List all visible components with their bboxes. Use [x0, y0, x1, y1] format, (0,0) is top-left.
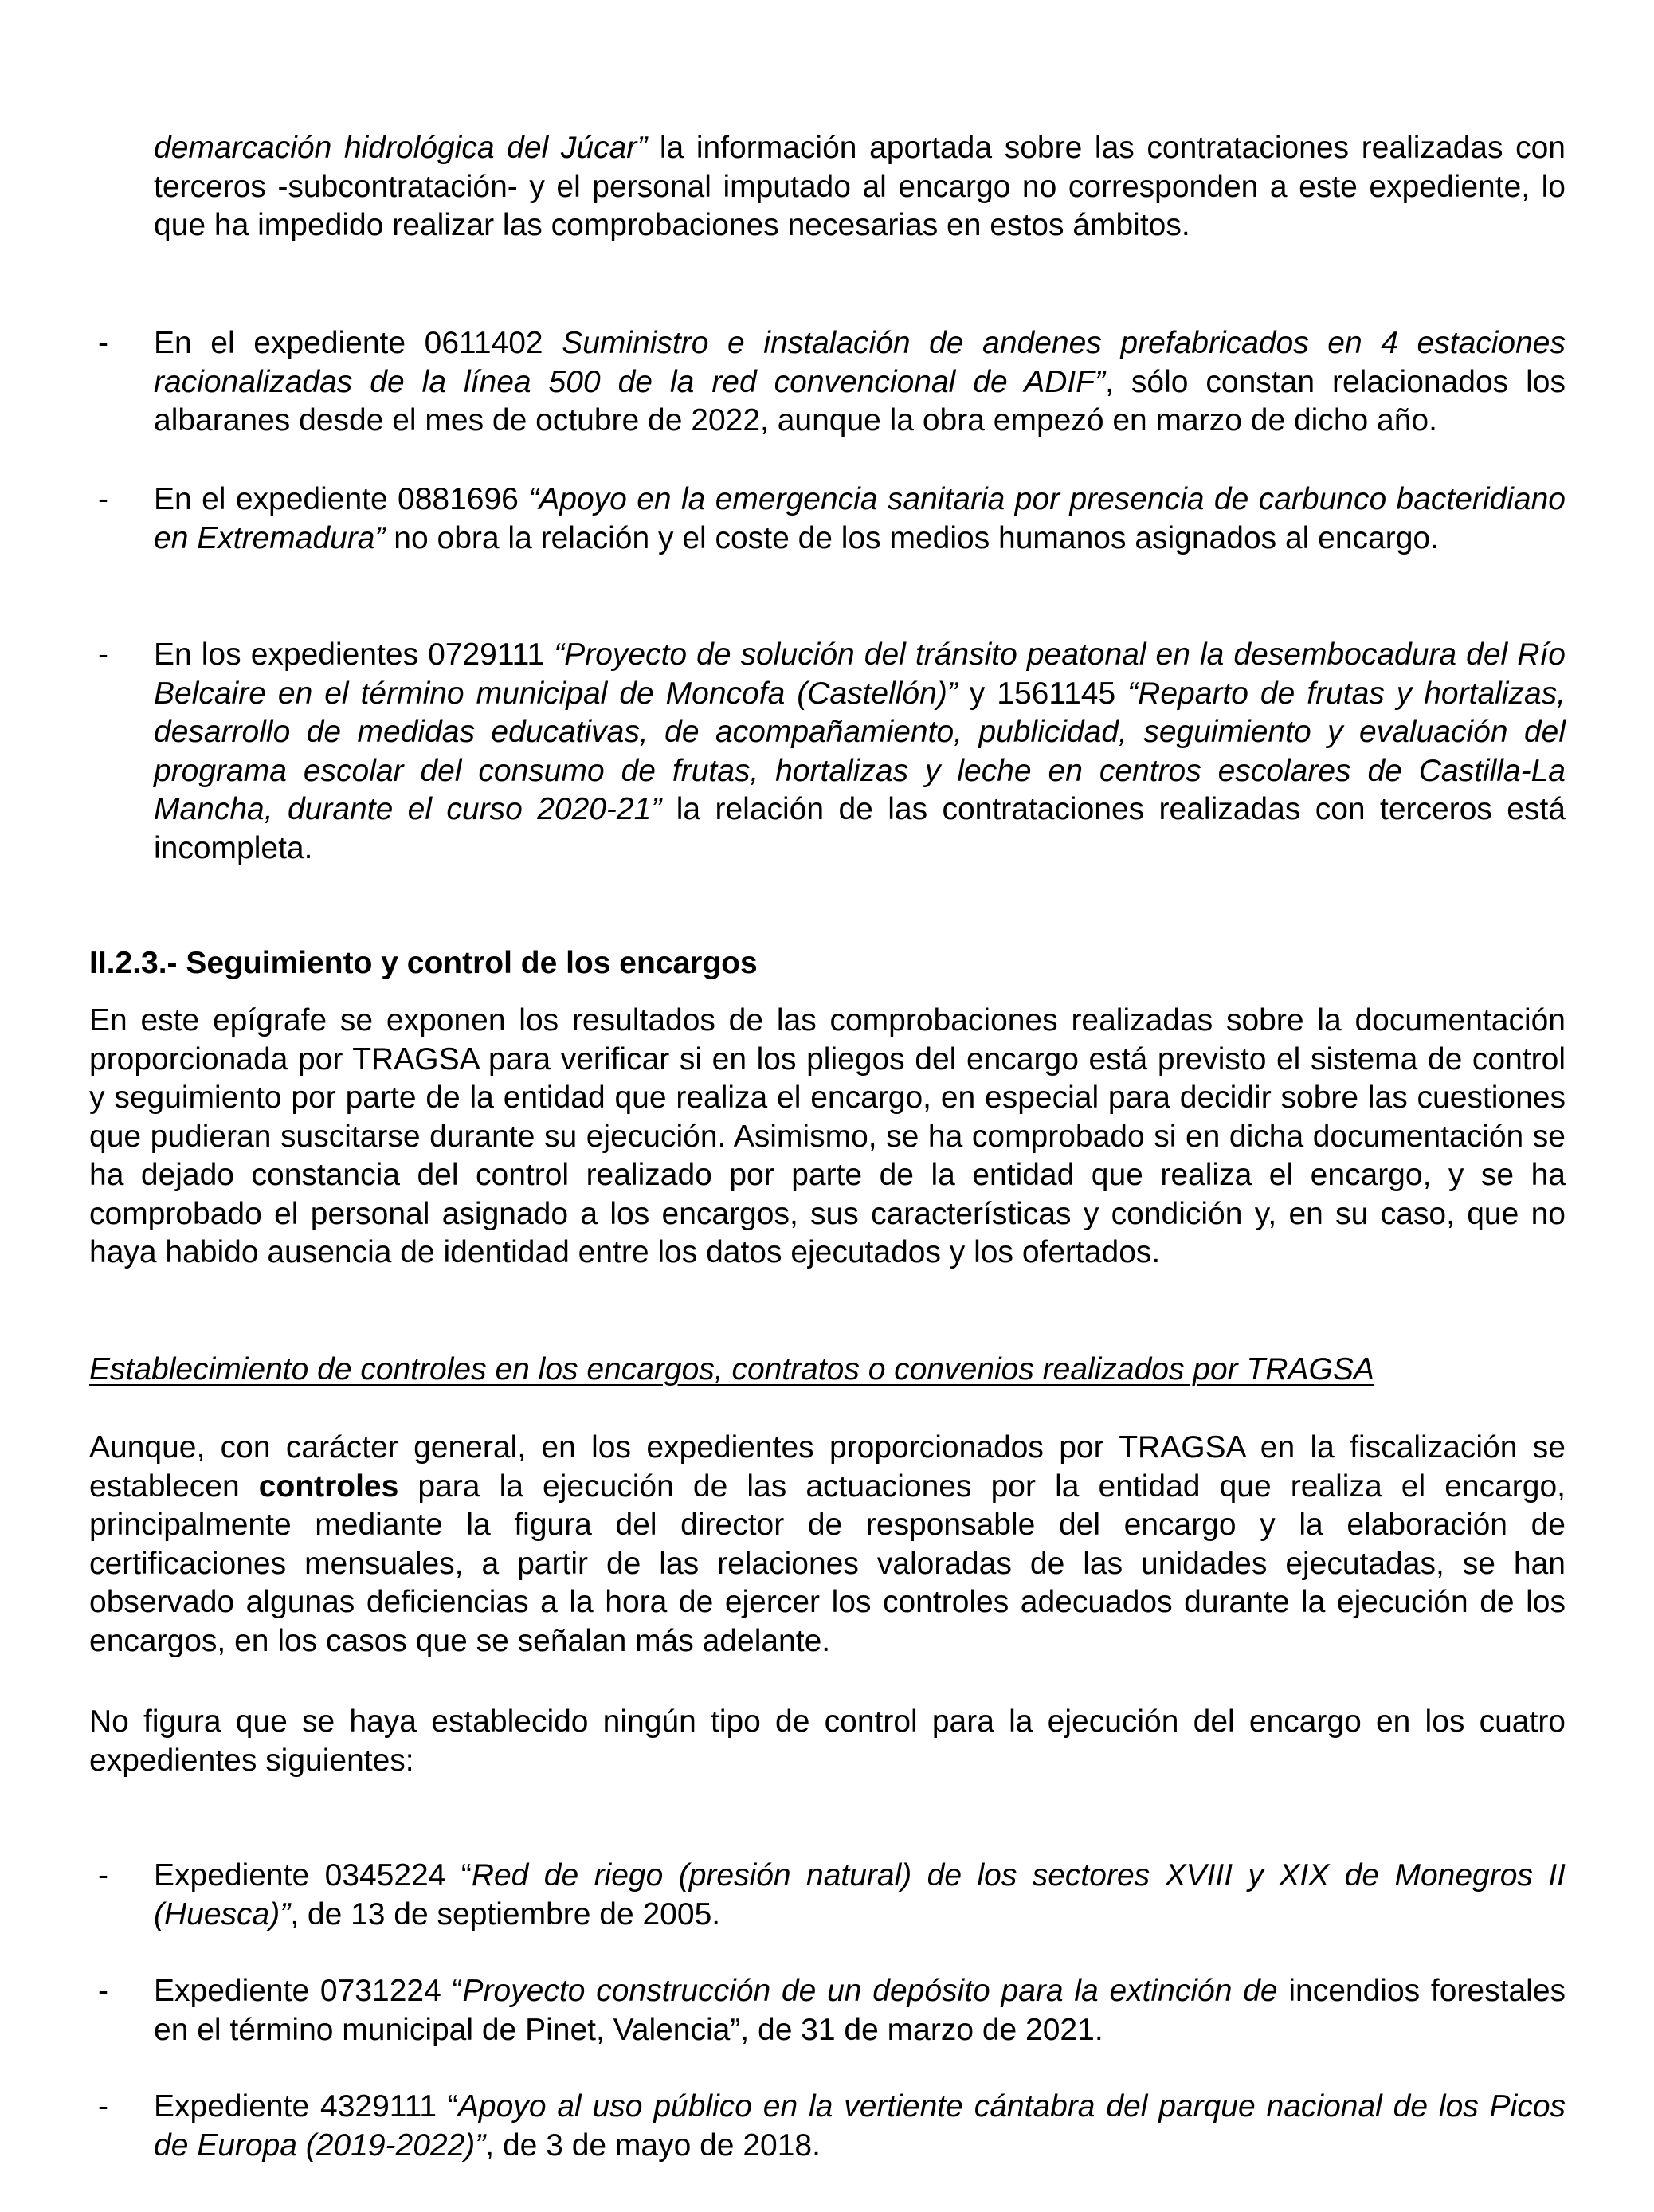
- no-control-paragraph: No figura que se haya establecido ningún tipo de control para la ejecución del encargo en los cuatro expedientes siguientes:: [89, 1704, 1566, 1778]
- finding-title-2: “Reparto de frutas y hortalizas, desarrollo de medidas educativas, de acompañamiento, publicidad, seguimiento y evaluación del programa escolar del consumo de frutas, hortalizas y leche en centros escolares de Castilla-La Mancha, durante el curso 2020-21”: [154, 676, 1566, 826]
- finding-prefix: En los expedientes 0729111: [154, 637, 555, 672]
- intro-paragraph: [154, 129, 1566, 245]
- finding-middle: y 1561145: [957, 676, 1128, 711]
- controls-bold: controles: [258, 1469, 399, 1504]
- finding-prefix: En el expediente 0611402: [154, 326, 562, 360]
- controls-text-before: Aunque, con carácter general, en los expedientes proporcionados por TRAGSA en la fiscalización se establecen: [89, 1430, 1566, 1504]
- section-heading: II.2.3.- Seguimiento y control de los encargos: [89, 946, 758, 980]
- item-suffix: , de 13 de septiembre de 2005.: [290, 1896, 721, 1932]
- finding-title: “Proyecto de solución del tránsito peatonal en la desembocadura del Río Belcaire en el término municipal de Moncofa (Castellón)”: [154, 637, 1566, 711]
- section-paragraph: En este epígrafe se exponen los resultados de las comprobaciones realizadas sobre la documentación proporcionada por TRAGSA para verificar si en los pliegos del encargo está previsto el sistema de control y seguimiento por parte de la entidad que realiza el encargo, en especial para decidir sobre las cuestiones que pudieran suscitarse durante su ejecución. Asimismo, se ha comprobado si en dicha documentación se ha dejado constancia del control realizado por parte de la entidad que realiza el encargo, y se ha comprobado el personal asignado a los encargos, sus características y condición y, en su caso, que no haya habido ausencia de identidad entre los datos ejecutados y los ofertados.: [89, 1003, 1566, 1269]
- item-title: Apoyo al uso público en la vertiente cántabra del parque nacional de los Picos de Europa (2019-2022)”: [154, 2089, 1566, 2163]
- finding-item: [98, 636, 1566, 868]
- finding-title: “Apoyo en la emergencia sanitaria por presencia de carbunco bacteridiano en Extremadura”: [154, 482, 1566, 555]
- intro-italic: demarcación hidrológica del Júcar”: [154, 131, 648, 165]
- subheading: Establecimiento de controles en los encargos, contratos o convenios realizados por TRAGSA: [89, 1352, 1374, 1386]
- finding-prefix: En el expediente 0881696: [154, 482, 529, 516]
- finding-suffix: la relación de las contrataciones realizadas con terceros está incompleta.: [154, 792, 1566, 865]
- finding-title: Suministro e instalación de andenes prefabricados en 4 estaciones racionalizadas de la línea 500 de la red convencional de ADIF”: [154, 326, 1566, 399]
- item-suffix: , de 3 de mayo de 2018.: [485, 2128, 821, 2163]
- item-prefix: Expediente 0731224 “: [154, 1974, 463, 2008]
- no-control-item: [98, 2088, 1566, 2165]
- finding-item: [98, 480, 1566, 558]
- controls-paragraph: [89, 1429, 1566, 1661]
- finding-suffix: no obra la relación y el coste de los medios humanos asignados al encargo.: [385, 520, 1439, 555]
- no-control-item: [98, 1857, 1566, 1934]
- dash-bullet: -: [98, 637, 108, 672]
- dash-bullet: -: [98, 1858, 108, 1892]
- dash-bullet: -: [98, 1974, 108, 2008]
- no-control-item: [98, 1972, 1566, 2049]
- item-title: Red de riego (presión natural) de los sectores XVIII y XIX de Monegros II (Huesca)”: [154, 1858, 1566, 1932]
- item-prefix: Expediente 0345224 “: [154, 1858, 472, 1892]
- finding-suffix: , sólo constan relacionados los albaranes desde el mes de octubre de 2022, aunque la obra empezó en marzo de dicho año.: [154, 364, 1566, 437]
- dash-bullet: -: [98, 482, 108, 516]
- item-title: Proyecto construcción de un depósito para la extinción de: [462, 1974, 1278, 2008]
- item-suffix: incendios forestales en el término municipal de Pinet, Valencia”, de 31 de marzo de 2021.: [154, 1974, 1566, 2047]
- item-prefix: Expediente 4329111 “: [154, 2089, 458, 2124]
- finding-item: [98, 324, 1566, 441]
- dash-bullet: -: [98, 2089, 108, 2124]
- controls-text-after: para la ejecución de las actuaciones por la entidad que realiza el encargo, principalmente mediante la figura del director de responsable del encargo y la elaboración de certificaciones mensuales, a partir de las relaciones valoradas de las unidades ejecutadas, se han observado algunas deficiencias a la hora de ejercer los controles adecuados durante la ejecución de los encargos, en los casos que se señalan más adelante.: [89, 1469, 1566, 1658]
- intro-text: la información aportada sobre las contrataciones realizadas con terceros -subcontratación- y el personal imputado al encargo no corresponden a este expediente, lo que ha impedido realizar las comprobaciones necesarias en estos ámbitos.: [154, 131, 1566, 242]
- dash-bullet: -: [98, 326, 108, 360]
